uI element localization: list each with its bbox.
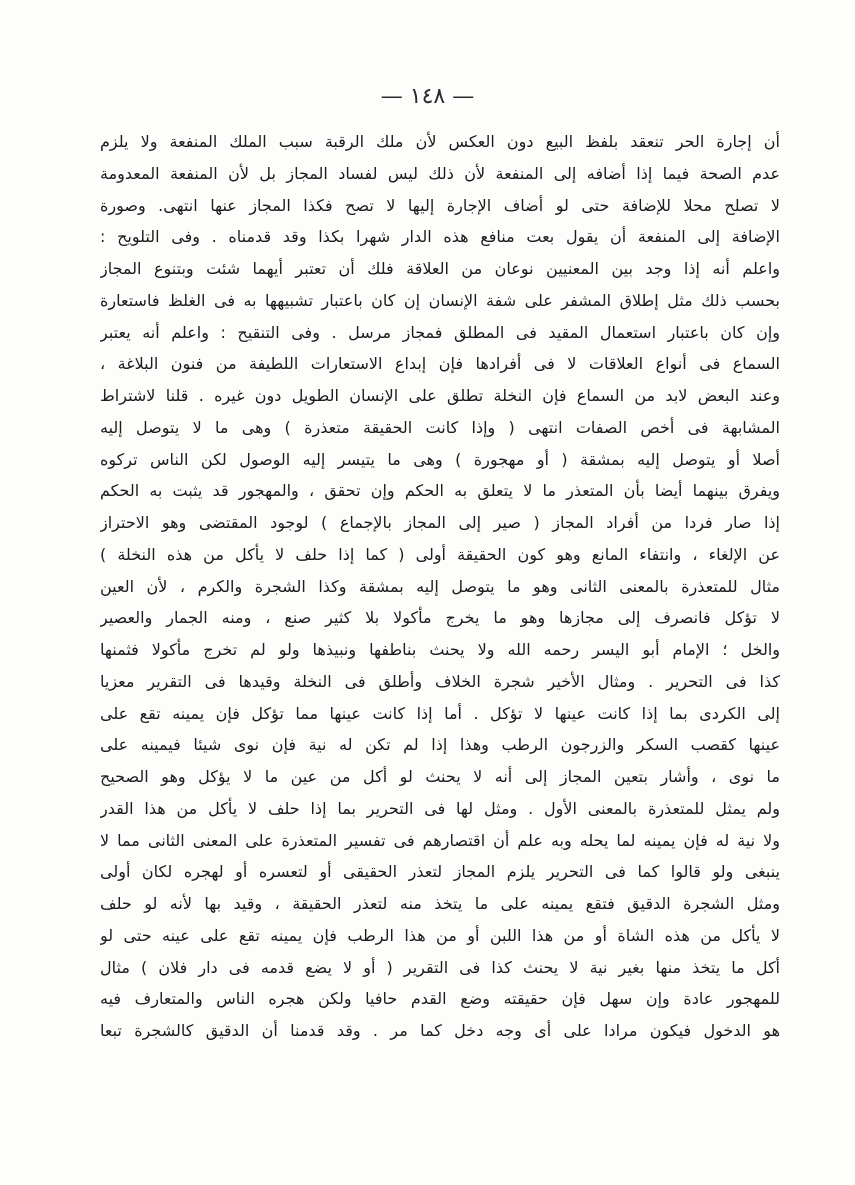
text-line: ويفرق بينهما أيضا بأن المتعذر ما لا يتعلق به الحكم وإن تحقق ، والمهجور قد يثبت به الحكم xyxy=(100,481,780,501)
body-text xyxy=(100,126,780,1047)
text-line: إذا صار فردا من أفراد المجاز ( صير إلى المجاز بالإجماع ) لوجود المقتضى وهو الاحتراز xyxy=(100,513,780,532)
text-line: ولا نية له فإن يمينه لما يحله وبه علم أن اقتصارهم فى تفسير المتعذرة على المعنى الثانى مما لا xyxy=(100,830,780,850)
text-line: وعند البعض لابد من السماع فإن النخلة تطلق على الإنسان الطويل دون غيره . قلنا لاشتراط xyxy=(100,386,780,405)
text-line: أن إجارة الحر تنعقد بلفظ البيع دون العكس لأن ملك الرقبة سبب الملك المنفعة ولا يلزم xyxy=(100,132,780,151)
text-line: لا تؤكل فانصرف إلى مجازها وهو ما يخرج مأكولا بلا كثير صنع ، ومنه الجمار والعصير xyxy=(100,608,780,628)
text-line: ما نوى ، وأشار بتعين المجاز إلى أنه لا يحنث لو أكل من عين ما لا يؤكل وهو الصحيح xyxy=(100,767,780,786)
text-line: عينها كقصب السكر والزرجون الرطب وهذا إذا لم تكن له نية فإن نوى شيئا فيمينه على xyxy=(100,735,780,755)
text-line: لا تصلح محلا للإضافة حتى لو أضاف الإجارة إليها لا تصح فكذا المجاز عنها انتهى. وصورة xyxy=(100,195,780,215)
page-number: — ١٤٨ — xyxy=(380,84,475,109)
text-line: ولم يمثل للمتعذرة بالمعنى الأول . ومثل لها فى التحرير بما إذا حلف لا يأكل من هذا القدر xyxy=(100,798,780,818)
text-line: والخل ؛ الإمام أبو اليسر رحمه الله ولا يحنث بناطفها ونبيذها ولو لم تخرج مأكولا فثمنها xyxy=(100,640,780,659)
text-line: الإضافة إلى المنفعة أن يقول بعت منافع هذه الدار شهرا بكذا وقد قدمناه . وفى التلويح : xyxy=(100,227,780,247)
text-line: واعلم أنه إذا وجد بين المعنيين نوعان من العلاقة فلك أن تعتبر أيهما شئت وبتنوع المجاز xyxy=(100,259,780,278)
text-line: إلى الكردى بما إذا كانت عينها لا تؤكل . أما إذا كانت عينها مما تؤكل فإن يمينه تقع على xyxy=(100,703,780,723)
text-line: المشابهة فى أخص الصفات انتهى ( وإذا كانت الحقيقة متعذرة ) وهى ما لا يتوصل إليه xyxy=(100,417,780,437)
text-line: ينبغى ولو قالوا كما فى التحرير يلزم المجاز لتعذر الحقيقى أو لتعسره أو لهجره لكان أولى xyxy=(100,862,780,882)
text-line: كذا فى التحرير . ومثال الأخير شجرة الخلاف وأطلق فى النخلة وقيدها فى التقرير معزيا xyxy=(100,671,780,691)
text-line: ومثل الشجرة الدقيق فتقع يمينه على ما يتخذ منه لتعذر الحقيقة ، وقيد بها لأنه لو حلف xyxy=(100,894,780,913)
text-line: أصلا أو يتوصل إليه بمشقة ( أو مهجورة ) وهى ما يتيسر إليه الوصول لكن الناس تركوه xyxy=(100,449,780,469)
text-line: عن الإلغاء ، وانتفاء المانع وهو كون الحقيقة أولى ( كما إذا حلف لا يأكل من هذه النخلة ) xyxy=(100,544,780,564)
text-line: أكل ما يتخذ منها بغير نية لا يحنث كذا فى التقرير ( أو لا يضع قدمه فى دار فلان ) مثال xyxy=(100,957,780,977)
text-line: السماع فى أنواع العلاقات لا فى أفرادها فإن إبداع الاستعارات اللطيفة من فنون البلاغة ، xyxy=(100,354,780,374)
text-line: عدم الصحة فيما إذا أضافه إلى المنفعة لأن ذلك ليس لفساد المجاز بل لأن المنفعة المعدومة xyxy=(100,163,780,183)
text-line: لا يأكل من هذه الشاة أو من هذا اللبن أو من هذا الرطب فإن يمينه تقع على عينه حتى لو xyxy=(100,925,780,945)
text-line: مثال للمتعذرة بالمعنى الثانى وهو ما يتوصل إليه بمشقة وكذا الشجرة والكرم ، لأن العين xyxy=(100,576,780,596)
text-line: للمهجور عادة وإن سهل فإن حقيقته وضع القدم حافيا ولكن هجره الناس والمتعارف فيه xyxy=(100,989,780,1009)
text-line: وإن كان باعتبار استعمال المقيد فى المطلق فمجاز مرسل . وفى التنقيح : واعلم أنه يعتبر xyxy=(100,322,780,342)
text-line: بحسب ذلك مثل إطلاق المشفر على شفة الإنسان إن كان باعتبار تشبيهها به فى الغلظ فاستعارة xyxy=(100,290,780,310)
text-line: هو الدخول فيكون مرادا على أى وجه دخل كما مر . وقد قدمنا أن الدقيق كالشجرة تبعا xyxy=(100,1021,780,1040)
